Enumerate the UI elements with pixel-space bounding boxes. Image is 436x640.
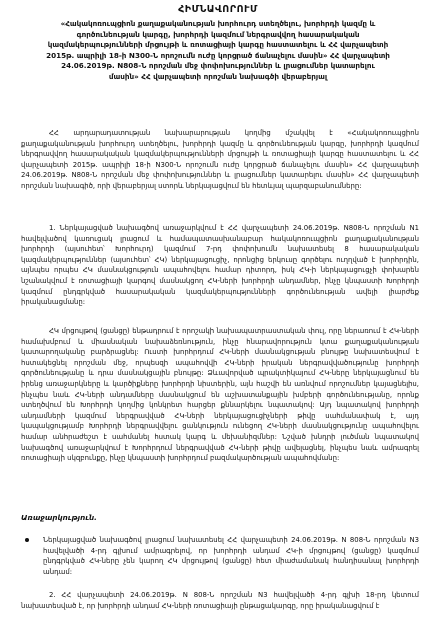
paragraph-2: 2. ՀՀ վարչապետի 24.06.2019թ. N 808-Ն որոշման N3 հավելվածի 4-րդ գլխի 18-րդ կետում նախատեսված է, որ խորհրդի անդամ ՀԿ-ների ռոտացիայի ընթացակարգը, որը իրականացվում է bbox=[21, 591, 419, 610]
paragraph-intro: ՀՀ արդարադատության նախարարության կողմից մշակվել է «Հակակոռուպցիոն քաղաքականության խորհուրդ ստեղծելու, խորհրդի կազմը և գործունեության կարգը, խորհրդի կազմում ներգրավվող հասարակական կազմակերպությունների մրցույթի և ռոտացիայի կարգը հաստատելու և ՀՀ վարչապետի 2015թ. ապրիլի 18-ի N300-Ն որոշումն ուժը կորցրած ճանաչելու մասին» ՀՀ վարչապետի 24.06.2019թ. N808-Ն որոշման մեջ փոփոխություններ և լրացումներ կատարելու մասին» ՀՀ վարչապետի որոշման նախագիծ, որի վերաբերյալ ստորև ներկայացվում են հետևյալ պարզաբանումները: bbox=[21, 129, 419, 190]
bullet-icon bbox=[25, 538, 29, 542]
proposal-list bbox=[21, 535, 419, 577]
document-subtitle: «Հակակոռուպցիոն քաղաքականության խորհուրդ ստեղծելու, խորհրդի կազմը և գործունեության կարգը, խորհրդի կազմում ներգրավվող հասարակական կազմակերպությունների մրցույթի և ռոտացիայի կարգը հաստատելու և ՀՀ վարչապետի 2015թ. ապրիլի 18-ի N300-Ն որոշումն ուժը կորցրած ճանաչելու մասին» ՀՀ վարչապետի 24.06.2019թ. N808-Ն որոշման մեջ փոփոխություններ և լրացումներ կատարելու մասին» ՀՀ վարչապետի որոշման նախագծի վերաբերյալ bbox=[46, 19, 390, 81]
paragraph-rationale: ՀԿ մրցույթով (ցանցը) ենթադրում է որոշակի նախապատրաստական փուլ, որը ներառում է ՀԿ-ների համախմբում և միասնական նախաձեռնություն, ինչը հնարավորություն կտա քաղաքականության կատարողականը բարձրացնել: Ուստի խորհրդում ՀԿ-ների մասնակցության բնույթը նախատեսվում է հստակեցնել որոշման մեջ, որպեսզի ապահովվի ՀԿ-ների իրական ներգրավվածությունը խորհրդի գործունեությանը և դրա մասնակցային բնույթը: Ձևավորված պրակտիկայում ՀԿ-ները ներկայացնում են իրենց առաջարկները և կարծիքները խորհրդի նիստերին, այն հաշվի են առնվում որոշումներ կայացնելիս, ինչպես նաև ՀԿ-ների անդամները մասնակցում են աշխատանքային խմբերի գործունեությանը, որոնք ստեղծվում են Խորհրդի կողմից կոնկրետ հարցեր քննարկելու նպատակով: Այդ նպատակով խորհրդի անդամների կազմում ներգրավված ՀԿ-ների ներկայացուցիչների թիվը սահմանափակ է, այդ կապակցությամբ Խորհրդի ներգրավվելու ցանկություն ունեցող ՀԿ-ների մասնակցությունը ապահովելու համար անհրաժեշտ է սահմանել հստակ կարգ և մեխանիզմներ: Նշված խնդրի լուծման նպատակով նախագծով առաջարկվում է Խորհրդում ներգրավված ՀԿ-ների թիվը ավելացնել, ինչպես նաև ամրագրել ռոտացիայի սկզբունքը, ինչը կնպաստի խորհրդում բազմակարծության ապահովմանը: bbox=[21, 327, 419, 463]
paragraph-1: 1. Ներկայացված նախագծով առաջարկվում է ՀՀ վարչապետի 24.06.2019թ. N808-Ն որոշման N1 հավելվածով կառուցակ լրացում և համապատասխանաբար հակակոռուպցիոն քաղաքականության խորհրդի (այսուհետ՝ Խորհուրդ) կազմում 7-րդ փոփոխումն նախատեսել 8 հասարակական կազմակերպություններ (այսուհետ՝ ՀԿ) ներկայացուցիչ, որոնցից երկուսը գործելու ուղղված է խորհրդին, այնպես որպես ՀԿ մասնակցություն ապահովելու համար դիտորդ, իսկ ՀԿ-ի ներկայացուցչի փոխարեն նշանակվում է ռոտացիայի կարգով մասնակցող ՀԿ-ների խորհրդի անդամներ, ինչը կնպաստի Խորհրդի կազմում ընդգրկված հասարակական կազմակերպությունների գործունեության ավելի լիարժեք իրականացմանը: bbox=[21, 224, 419, 307]
list-item-text: Ներկայացված նախագծով լրացում նախատեսել ՀՀ վարչապետի 24.06.2019թ. N 808-Ն որոշման N3 հավելվածի 4-րդ գլխում ամրագրելով, որ խորհրդի անդամ ՀԿ-ի մրցույթով (ցանցը) կազմում ընդգրկված ՀԿ-ները չեն կարող ՀԿ մրցույթով (ցանցը) հետ միաժամանակ հանդիսանալ խորհրդի անդամ: bbox=[43, 536, 419, 576]
page-title: ՀԻՄՆԱՎՈՐՈՒՄ bbox=[178, 4, 258, 15]
list-item bbox=[21, 535, 419, 577]
section-heading: Առաջարկություն. bbox=[21, 513, 97, 522]
